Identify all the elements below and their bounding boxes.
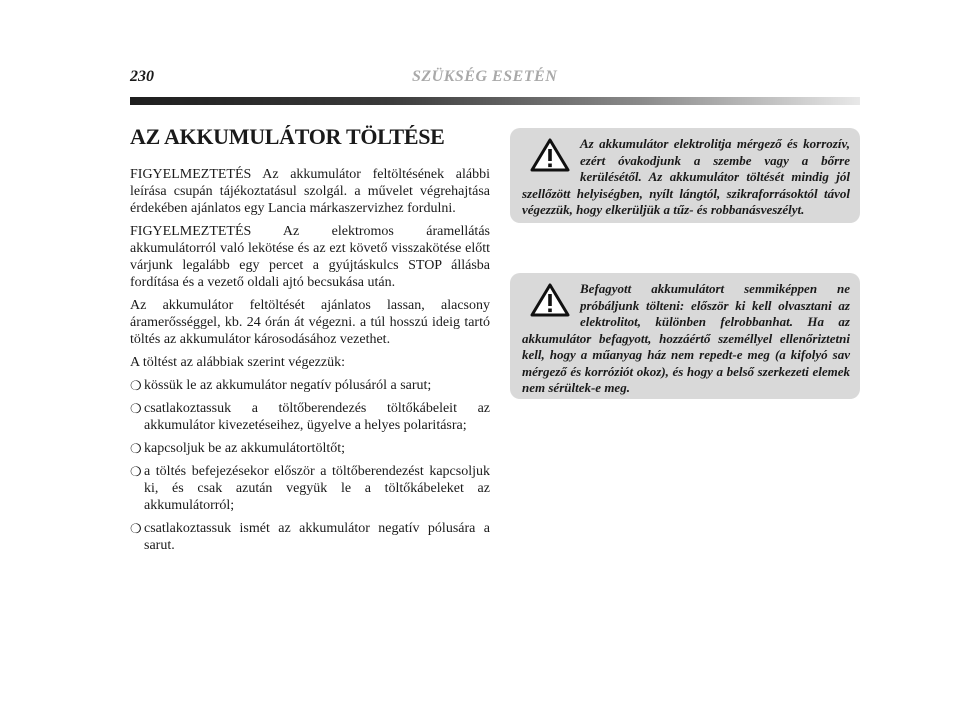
bullet-icon: ❍: [130, 378, 142, 393]
warning-triangle-icon: [530, 283, 570, 317]
warning-text: Befagyott akkumulátort semmiképpen ne próbáljunk tölteni: először ki kell olvasztani az elektrolitot, különben felrobbanhat. Ha az akkumulátor befagyott, hozzáértő személlyel ellenőriztetni kell, hogy a műanyag ház nem repedt-e meg (a kifolyó sav mérgező és korróziót okoz), és hogy a belső szerkezeti elemek nem sérültek-e meg.: [522, 281, 850, 395]
list-item: [130, 440, 490, 457]
list-item: [130, 463, 490, 514]
instruction-list: [130, 377, 490, 554]
paragraph: A töltést az alábbiak szerint végezzük:: [130, 355, 345, 370]
page-number: 230: [130, 68, 154, 85]
warning-triangle-icon: [530, 138, 570, 172]
section-header: SZÜKSÉG ESETÉN: [412, 68, 558, 85]
list-item-text: csatlakoztassuk a töltőberendezés töltőkábeleit az akkumulátor kivezetéseihez, ügyelve a helyes polaritásra;: [144, 401, 490, 433]
paragraph: Az akkumulátor feltöltését ajánlatos lassan, alacsony áramerősséggel, kb. 24 órán át végezni. a túl hosszú ideig tartó töltés az akkumulátor károsodásához vezethet.: [130, 298, 490, 347]
list-item-text: kössük le az akkumulátor negatív pólusáról a sarut;: [144, 378, 432, 393]
list-item: [130, 520, 490, 554]
list-item: [130, 400, 490, 434]
paragraph: FIGYELMEZTETÉS Az elektromos áramellátás akkumulátorról való lekötése és az ezt követő visszakötése előtt várjunk legalább egy percet a gyújtáskulcs STOP állásba fordítása és a vezető oldali ajtó becsukása után.: [130, 224, 490, 290]
bullet-icon: ❍: [130, 521, 142, 536]
page-title: AZ AKKUMULÁTOR TÖLTÉSE: [130, 124, 445, 149]
warning-box-electrolyte: [510, 128, 860, 223]
warning-text: Az akkumulátor elektrolitja mérgező és korrozív, ezért óvakodjunk a szembe vagy a bőrre kerülésétől. Az akkumulátor töltését mindig jól szellőzött helyiségben, nyílt lángtól, szikraforrásoktól távol végezzük, hogy elkerüljük a tűz- és robbanásveszélyt.: [522, 136, 850, 217]
list-item-text: a töltés befejezésekor először a töltőberendezést kapcsoljuk ki, és csak azután vegyük le a töltőkábeleket az akkumulátorról;: [144, 464, 490, 513]
warning-box-frozen: [510, 273, 860, 399]
list-item-text: kapcsoljuk be az akkumulátortöltőt;: [144, 441, 346, 456]
list-item: [130, 377, 490, 394]
bullet-icon: ❍: [130, 441, 142, 456]
bullet-icon: ❍: [130, 401, 142, 416]
list-item-text: csatlakoztassuk ismét az akkumulátor negatív pólusára a sarut.: [144, 521, 490, 553]
main-column: [130, 124, 490, 560]
header-rule: [130, 97, 860, 105]
bullet-icon: ❍: [130, 464, 142, 479]
paragraph: FIGYELMEZTETÉS Az akkumulátor feltöltésének alábbi leírása csupán tájékoztatásul szolgál. a művelet végrehajtása érdekében ajánlatos egy Lancia márkaszervizhez fordulni.: [130, 167, 490, 216]
